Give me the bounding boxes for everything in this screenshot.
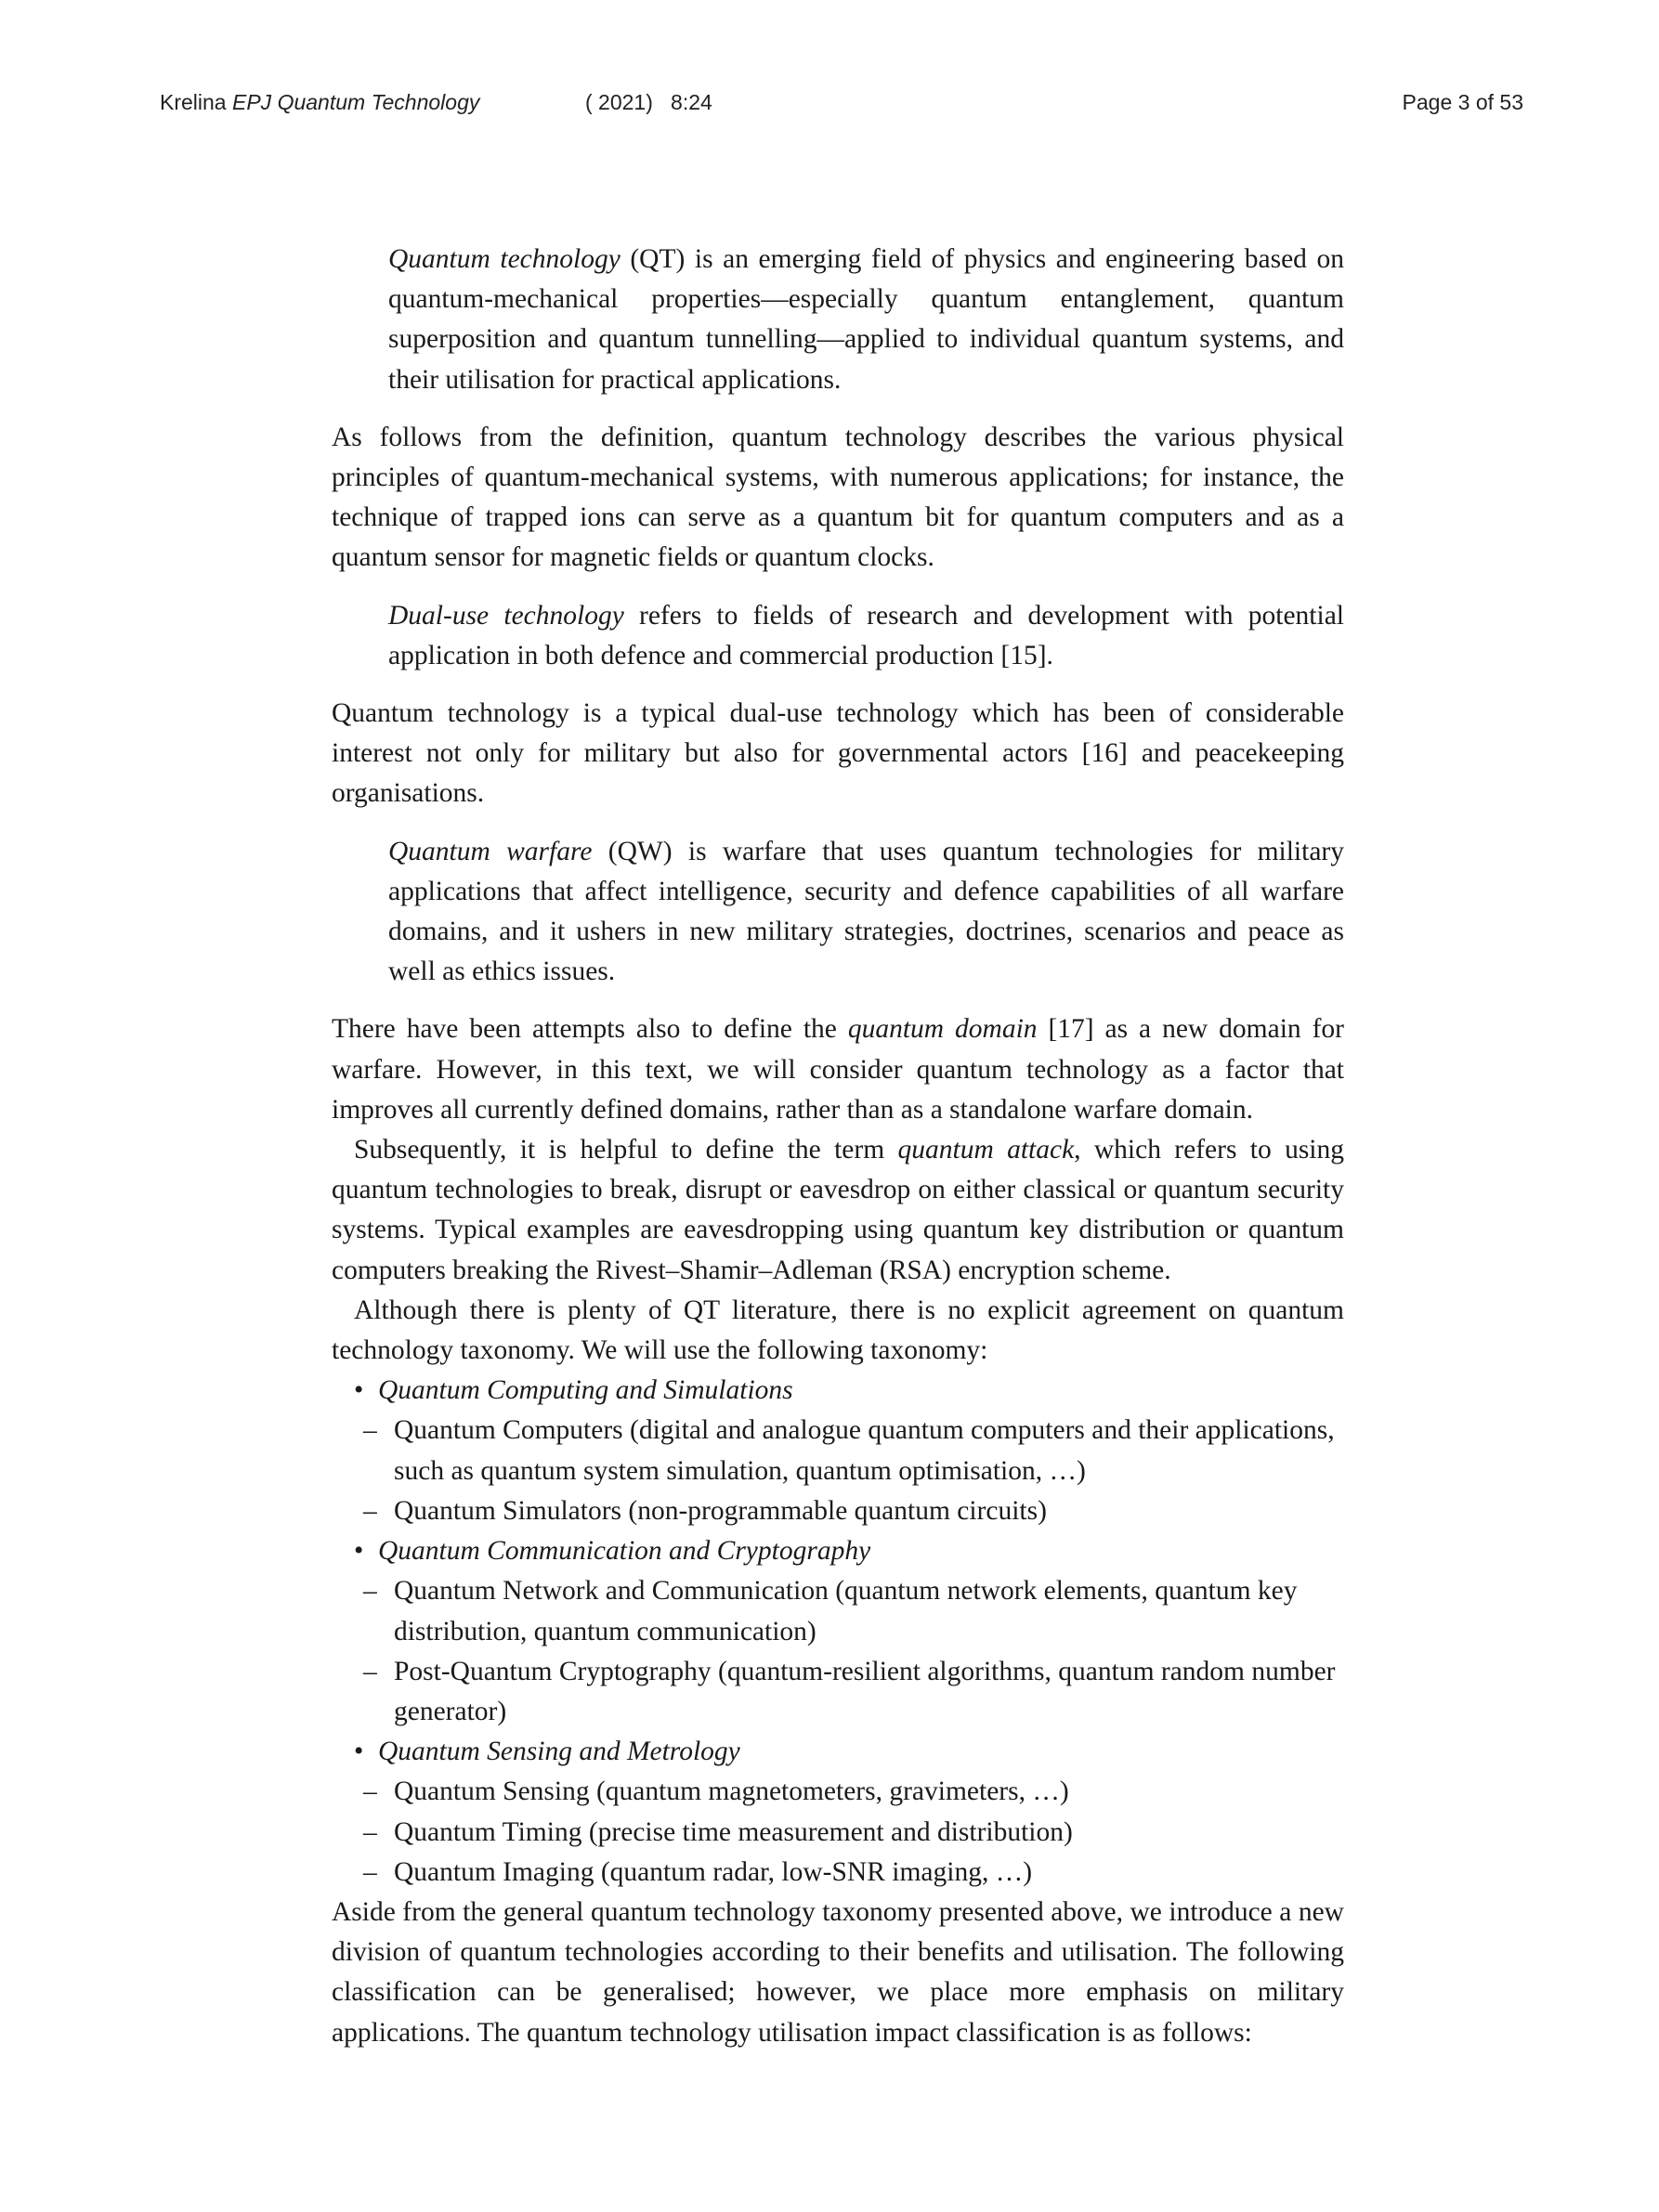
taxonomy-sublist: [363, 1571, 1344, 1732]
dash-marker: –: [363, 1856, 377, 1887]
bullet-marker: •: [354, 1536, 364, 1567]
inline-term: quantum domain: [847, 1014, 1038, 1045]
list-item: – Quantum Sensing (quantum magnetometers, gravimeters, …): [363, 1772, 1344, 1812]
dash-marker: –: [363, 1576, 377, 1607]
header-author: Krelina: [160, 90, 227, 114]
definition-quantum-warfare: [388, 832, 1344, 993]
list-item: – Post-Quantum Cryptography (quantum-resilient algorithms, quantum random number generator): [363, 1652, 1344, 1732]
taxonomy-group-title: Quantum Computing and Simulations: [378, 1375, 793, 1406]
list-item: – Quantum Imaging (quantum radar, low-SNR imaging, …): [363, 1853, 1344, 1893]
list-item: – Quantum Computers (digital and analogue quantum computers and their applications, such as quantum system simulation, quantum optimisation, …): [363, 1411, 1344, 1490]
inline-term: quantum attack: [897, 1135, 1075, 1165]
defined-term: Dual-use technology: [388, 600, 624, 631]
definition-dual-use: [388, 596, 1344, 676]
taxonomy-sublist: [363, 1772, 1344, 1893]
header-citation: ( 2021) 8:24: [585, 90, 712, 114]
definition-text: refers to fields of research and development with potential application in both defence and commercial production [15].: [388, 600, 1344, 670]
definition-text: (QT) is an emerging field of physics and engineering based on quantum-mechanical properties—especially quantum entanglement, quantum superposition and quantum tunnelling—applied to individual quantum systems, and their utilisation for practical applications.: [388, 244, 1344, 395]
taxonomy-group: [332, 1732, 1344, 1893]
paragraph: Quantum technology is a typical dual-use technology which has been of considerable interest not only for military but also for governmental actors [16] and peacekeeping organisations.: [332, 698, 1344, 809]
list-item: – Quantum Timing (precise time measurement and distribution): [363, 1813, 1344, 1853]
taxonomy-group-title: Quantum Communication and Cryptography: [378, 1536, 871, 1567]
definition-quantum-technology: [388, 240, 1344, 400]
article-body: [332, 240, 1344, 2053]
defined-term: Quantum warfare: [388, 836, 593, 866]
taxonomy-group: [332, 1371, 1344, 1531]
dash-marker: –: [363, 1495, 377, 1526]
paragraph: As follows from the definition, quantum technology describes the various physical principles of quantum-mechanical systems, with numerous applications; for instance, the technique of trapped ions can serve as a quantum bit for quantum computers and as a quantum sensor for magnetic fields or quantum clocks.: [332, 422, 1344, 573]
taxonomy-list: [332, 1371, 1344, 1893]
header-journal: EPJ Quantum Technology: [232, 90, 480, 114]
running-header: [160, 88, 1523, 116]
paragraph: Subsequently, it is helpful to define the term quantum attack, which refers to using quantum technologies to break, disrupt or eavesdrop on either classical or quantum security systems. Typical examples are eavesdropping using quantum key distribution or quantum computers breaking the Rivest–Shamir–Adleman (RSA) encryption scheme.: [332, 1135, 1344, 1285]
header-author-journal: [160, 88, 479, 116]
paragraph: Although there is plenty of QT literature, there is no explicit agreement on quantum technology taxonomy. We will use the following taxonomy:: [332, 1295, 1344, 1366]
taxonomy-group-title: Quantum Sensing and Metrology: [378, 1737, 740, 1767]
taxonomy-group: [332, 1531, 1344, 1732]
list-item: – Quantum Simulators (non-programmable quantum circuits): [363, 1491, 1344, 1531]
bullet-marker: •: [354, 1737, 364, 1767]
bullet-marker: •: [354, 1375, 364, 1406]
dash-marker: –: [363, 1656, 377, 1686]
list-item: – Quantum Network and Communication (quantum network elements, quantum key distribution, quantum communication): [363, 1571, 1344, 1651]
dash-marker: –: [363, 1776, 377, 1807]
paragraph: There have been attempts also to define the quantum domain [17] as a new domain for warfare. However, in this text, we will consider quantum technology as a factor that improves all currently defined domains, rather than as a standalone warfare domain.: [332, 1014, 1344, 1125]
page-number: Page 3 of 53: [1402, 90, 1523, 114]
definition-text: (QW) is warfare that uses quantum technologies for military applications that affect intelligence, security and defence capabilities of all warfare domains, and it ushers in new military strategies, doctrines, scenarios and peace as well as ethics issues.: [388, 836, 1344, 987]
paragraph: Aside from the general quantum technology taxonomy presented above, we introduce a new division of quantum technologies according to their benefits and utilisation. The following classification can be generalised; however, we place more emphasis on military applications. The quantum technology utilisation impact classification is as follows:: [332, 1896, 1344, 2048]
dash-marker: –: [363, 1816, 377, 1847]
taxonomy-sublist: [363, 1411, 1344, 1531]
dash-marker: –: [363, 1415, 377, 1446]
defined-term: Quantum technology: [388, 244, 620, 274]
